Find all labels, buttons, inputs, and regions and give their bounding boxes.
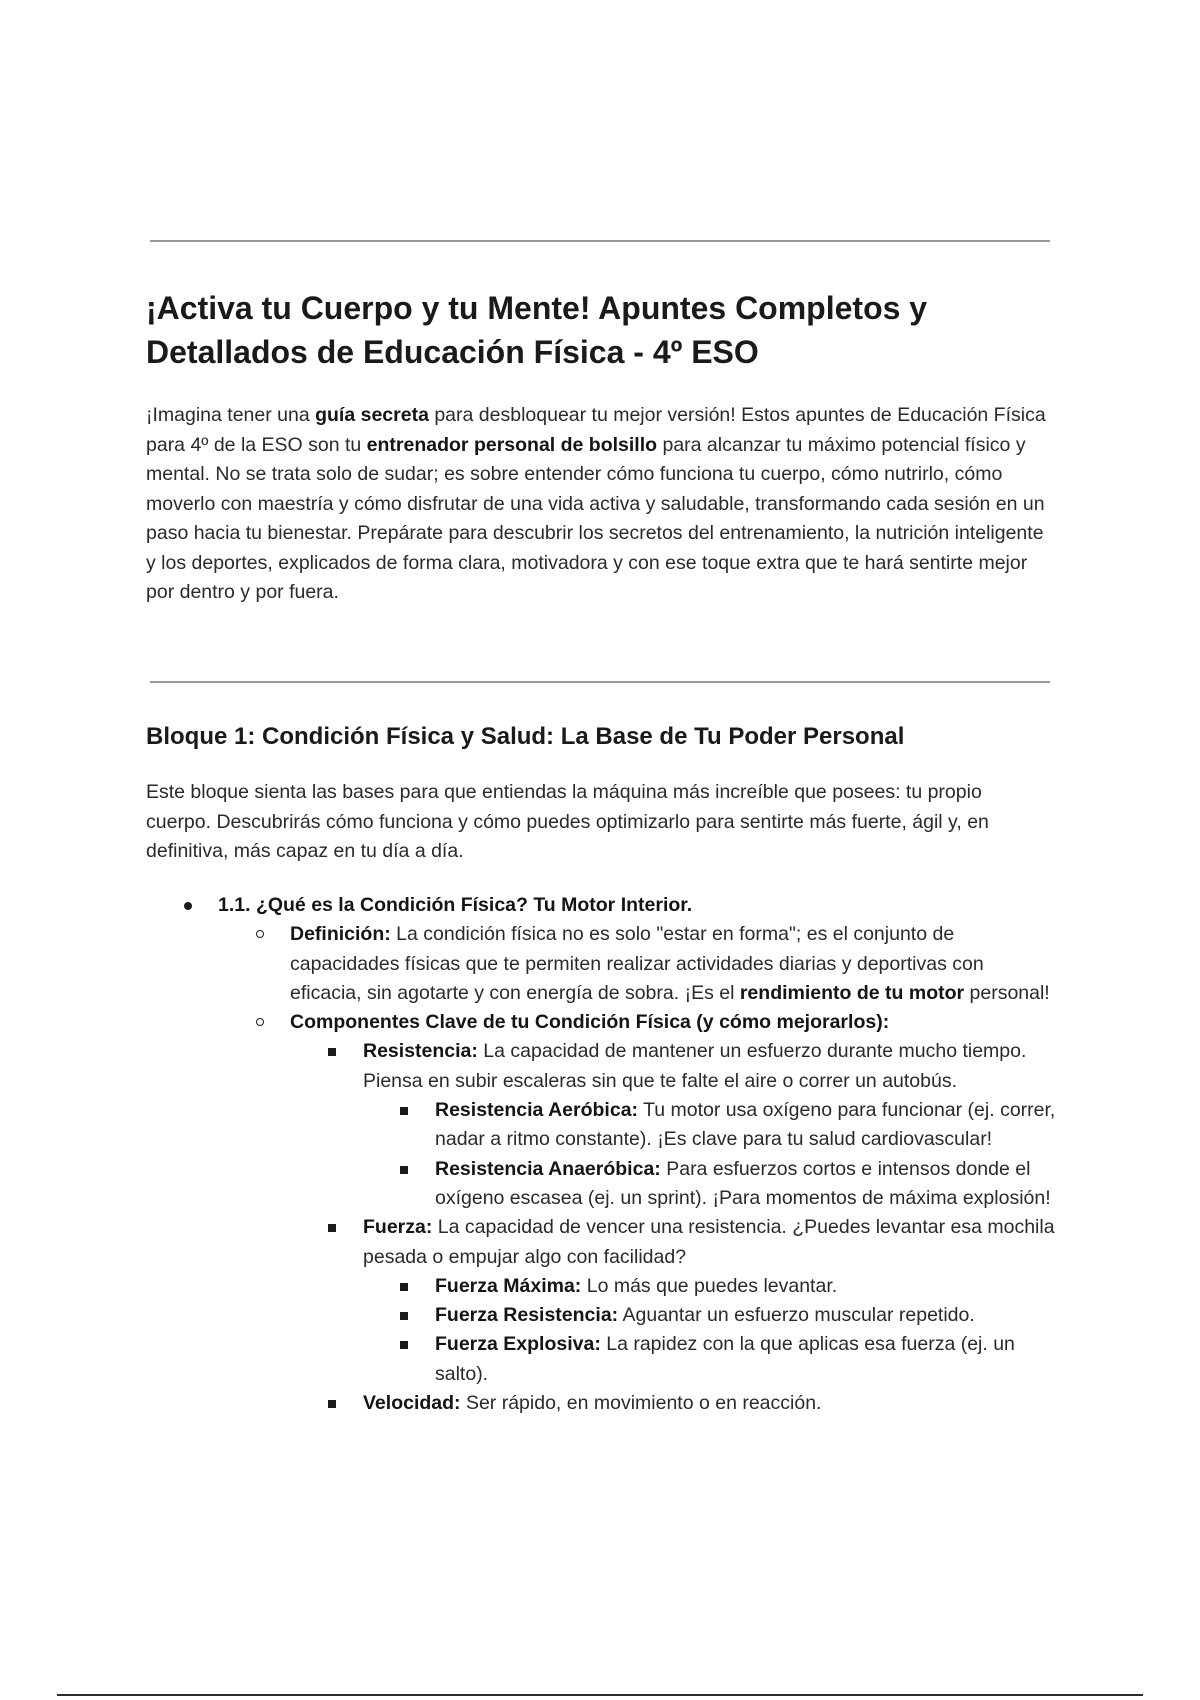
horizontal-rule — [150, 681, 1050, 683]
page-break-rule — [57, 1694, 1143, 1696]
components-label: Componentes Clave de tu Condición Física (y cómo mejorarlos): — [290, 1011, 890, 1034]
item-label: Fuerza Explosiva: — [435, 1333, 601, 1356]
list-item — [146, 1272, 1056, 1301]
outline-list — [146, 891, 1056, 1418]
item-text: Aguantar un esfuerzo muscular repetido. — [618, 1304, 975, 1327]
intro-text: para alcanzar tu máximo potencial físico y mental. No se trata solo de sudar; es sobre entender cómo funciona tu cuerpo, cómo nutrirlo, cómo moverlo con maestría y cómo disfrutar de una vida activa y saludable, transformando cada sesión en un paso hacia tu bienestar. Prepárate para descubrir los secretos del entrenamiento, la nutrición inteligente y los deportes, explicados de forma clara, motivadora y con ese toque extra que te hará sentirte mejor por dentro y por fuera. — [146, 433, 1045, 603]
list-item — [146, 1213, 1056, 1272]
horizontal-rule — [150, 240, 1050, 242]
item-label: Fuerza Resistencia: — [435, 1304, 619, 1327]
section-intro-paragraph: Este bloque sienta las bases para que entiendas la máquina más increíble que posees: tu propio cuerpo. Descubrirás cómo funciona y cómo puedes optimizarlo para sentirte más fuerte, ágil y, en definitiva, más capaz en tu día a día. — [146, 781, 989, 862]
intro-bold: entrenador personal de bolsillo — [366, 433, 658, 456]
intro-paragraph — [146, 401, 1051, 608]
definition-text: La condición física no es solo "estar en forma"; es el conjunto de capacidades físicas que te permiten realizar actividades diarias y deportivas con eficacia, sin agotarte y con energía de sobra. ¡Es el — [290, 923, 984, 1004]
intro-text: para desbloquear tu mejor versión! Estos apuntes de Educación Física para 4º de la ESO son tu — [146, 404, 1046, 456]
item-text: Ser rápido, en movimiento o en reacción. — [460, 1392, 822, 1415]
item-label: Resistencia Anaeróbica: — [435, 1157, 661, 1180]
item-text: Para esfuerzos cortos e intensos donde el oxígeno escasea (ej. un sprint). ¡Para momentos de máxima explosión! — [435, 1157, 1051, 1209]
list-item — [146, 1096, 1056, 1155]
item-text: La rapidez con la que aplicas esa fuerza (ej. un salto). — [435, 1333, 1015, 1385]
item-text: Lo más que puedes levantar. — [581, 1274, 838, 1297]
list-item — [146, 1301, 1056, 1330]
item-label: Velocidad: — [363, 1392, 461, 1415]
intro-text: ¡Imagina tener una — [146, 404, 316, 426]
list-item — [146, 1155, 1056, 1214]
definition-bold: rendimiento de tu motor — [739, 981, 965, 1004]
definition-text: personal! — [964, 981, 1050, 1004]
item-label: Resistencia: — [363, 1040, 478, 1063]
list-item — [146, 920, 1056, 1008]
list-item — [146, 1330, 1056, 1389]
item-label: Fuerza Máxima: — [435, 1274, 582, 1297]
list-item — [146, 1008, 1056, 1037]
list-item — [146, 891, 1056, 920]
item-text: La capacidad de mantener un esfuerzo durante mucho tiempo. Piensa en subir escaleras sin que te falte el aire o correr un autobús. — [363, 1040, 1027, 1092]
definition-label: Definición: — [290, 923, 391, 946]
section-heading: Bloque 1: Condición Física y Salud: La Base de Tu Poder Personal — [146, 723, 905, 750]
list-item — [146, 1389, 1056, 1418]
list-item — [146, 1037, 1056, 1096]
item-label: Fuerza: — [363, 1216, 433, 1239]
subsection-heading: 1.1. ¿Qué es la Condición Física? Tu Motor Interior. — [218, 894, 693, 916]
item-label: Resistencia Aeróbica: — [435, 1099, 639, 1122]
item-text: Tu motor usa oxígeno para funcionar (ej. correr, nadar a ritmo constante). ¡Es clave para tu salud cardiovascular! — [435, 1099, 1056, 1151]
page-title: ¡Activa tu Cuerpo y tu Mente! Apuntes Completos y Detallados de Educación Física - 4º ESO — [146, 290, 928, 370]
intro-bold: guía secreta — [315, 404, 429, 426]
item-text: La capacidad de vencer una resistencia. ¿Puedes levantar esa mochila pesada o empujar algo con facilidad? — [363, 1216, 1055, 1268]
